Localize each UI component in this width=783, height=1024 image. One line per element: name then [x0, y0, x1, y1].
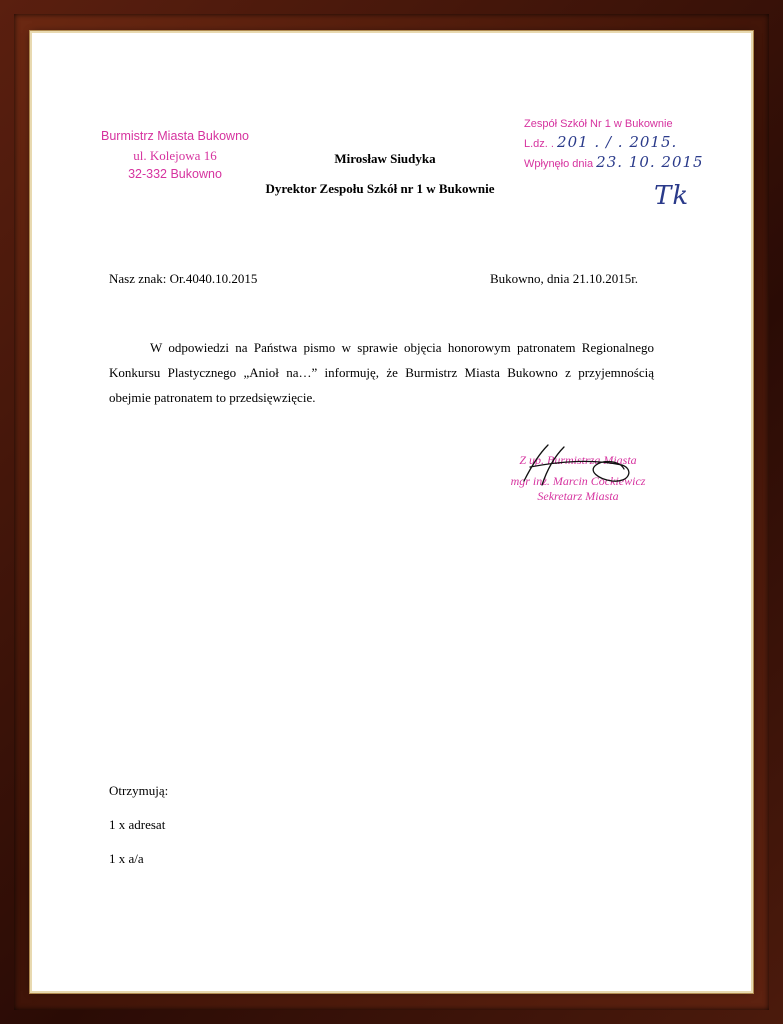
sender-stamp-line2: ul. Kolejowa 16	[133, 148, 217, 163]
signature-stamp-line2: mgr inż. Marcin Cockiewicz	[510, 474, 646, 488]
received-initials: Tk	[654, 181, 690, 211]
letter-body	[109, 335, 654, 410]
reference-number: Nasz znak: Or.4040.10.2015	[109, 271, 258, 286]
place-date: Bukowno, dnia 21.10.2015r.	[490, 271, 639, 286]
recipients-item: 1 x a/a	[109, 851, 144, 866]
letter-body-line: obejmie patronatem to przedsięwzięcie.	[109, 390, 316, 405]
recipient-title: Dyrektor Zespołu Szkół nr 1 w Bukownie	[265, 181, 495, 196]
signature-stamp-line1: Z up. Burmistrza Miasta	[519, 453, 637, 467]
received-stamp-school: Zespół Szkół Nr 1 w Bukownie	[524, 118, 673, 130]
received-stamp-ldz-label: L.dz. .	[524, 138, 554, 150]
document-page	[32, 33, 751, 991]
letter-body-line: Konkursu Plastycznego „Anioł na…” informuję, że Burmistrz Miasta Bukowno z przyjemnością	[109, 365, 654, 380]
recipients-item: 1 x adresat	[109, 817, 166, 832]
received-stamp	[524, 115, 744, 173]
received-stamp-date-value: 23. 10. 2015	[596, 153, 704, 171]
received-stamp-ldz-value: 201 . / . 2015.	[557, 133, 678, 151]
recipients-heading: Otrzymują:	[109, 783, 169, 798]
signature-stamp-line3: Sekretarz Miasta	[537, 489, 619, 503]
letter-body-line: W odpowiedzi na Państwa pismo w sprawie objęcia honorowym patronatem Regionalnego	[150, 340, 654, 355]
received-stamp-date	[524, 153, 744, 173]
received-stamp-date-label: Wpłynęło dnia	[524, 158, 594, 170]
sender-stamp-line1: Burmistrz Miasta Bukowno	[101, 129, 249, 143]
sender-stamp	[95, 127, 255, 184]
handwritten-signature	[512, 441, 652, 491]
sender-stamp-line3: 32-332 Bukowno	[128, 167, 222, 181]
received-stamp-ldz	[524, 133, 744, 153]
recipient-name: Mirosław Siudyka	[334, 151, 436, 166]
